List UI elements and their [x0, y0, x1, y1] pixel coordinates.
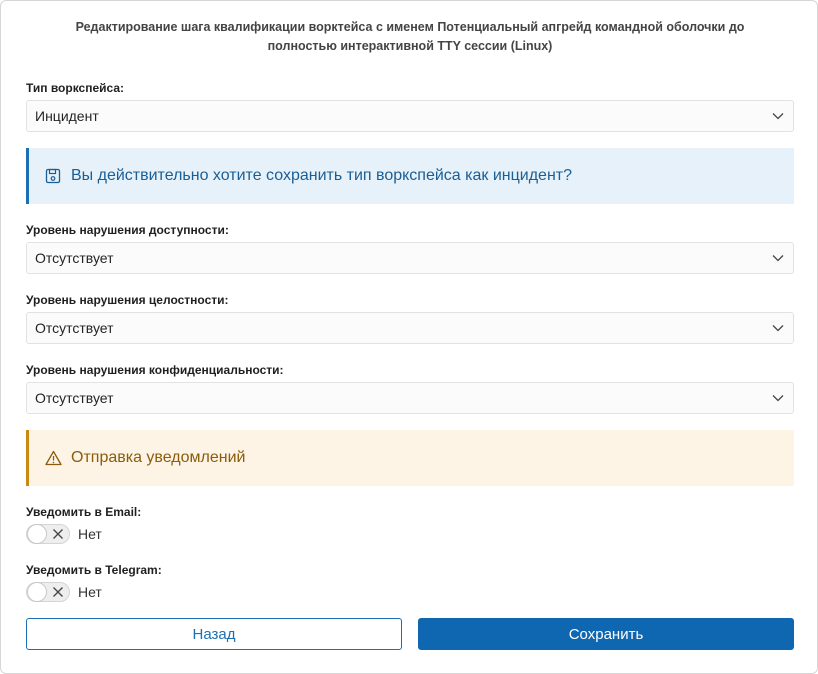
availability-label: Уровень нарушения доступности:	[26, 223, 229, 237]
back-button[interactable]: Назад	[26, 618, 402, 650]
warning-icon	[45, 449, 63, 467]
confidentiality-value: Отсутствует	[35, 390, 114, 406]
close-icon	[52, 586, 64, 598]
notify-telegram-toggle[interactable]	[26, 582, 70, 602]
save-icon	[45, 167, 63, 185]
notify-email-label: Уведомить в Email:	[26, 505, 142, 519]
close-icon	[52, 528, 64, 540]
warning-alert	[26, 430, 794, 486]
info-alert	[26, 148, 794, 204]
availability-value: Отсутствует	[35, 250, 114, 266]
notify-email-state: Нет	[78, 526, 102, 542]
confidentiality-label: Уровень нарушения конфиденциальности:	[26, 363, 284, 377]
integrity-value: Отсутствует	[35, 320, 114, 336]
chevron-down-icon	[763, 313, 793, 343]
info-alert-text: Вы действительно хотите сохранить тип воркспейса как инцидент?	[71, 167, 573, 184]
notify-email-toggle[interactable]	[26, 524, 70, 544]
notify-telegram-label: Уведомить в Telegram:	[26, 563, 162, 577]
chevron-down-icon	[763, 243, 793, 273]
availability-select[interactable]	[26, 242, 794, 274]
integrity-select[interactable]	[26, 312, 794, 344]
notify-telegram-state: Нет	[78, 584, 102, 600]
toggle-knob	[27, 524, 47, 544]
chevron-down-icon	[763, 101, 793, 131]
dialog-title: Редактирование шага квалификации ворктейса с именем Потенциальный апгрейд командной оболочки до полностью интерактивной TTY сессии (Linux)	[75, 20, 745, 53]
chevron-down-icon	[763, 383, 793, 413]
notify-email-row	[26, 524, 102, 544]
workspace-type-value: Инцидент	[35, 108, 99, 124]
toggle-knob	[27, 582, 47, 602]
save-button[interactable]: Сохранить	[418, 618, 794, 650]
workspace-type-label: Тип воркспейса:	[26, 81, 125, 95]
confidentiality-select[interactable]	[26, 382, 794, 414]
integrity-label: Уровень нарушения целостности:	[26, 293, 229, 307]
warning-alert-text: Отправка уведомлений	[71, 449, 246, 466]
notify-telegram-row	[26, 582, 102, 602]
workspace-type-select[interactable]	[26, 100, 794, 132]
